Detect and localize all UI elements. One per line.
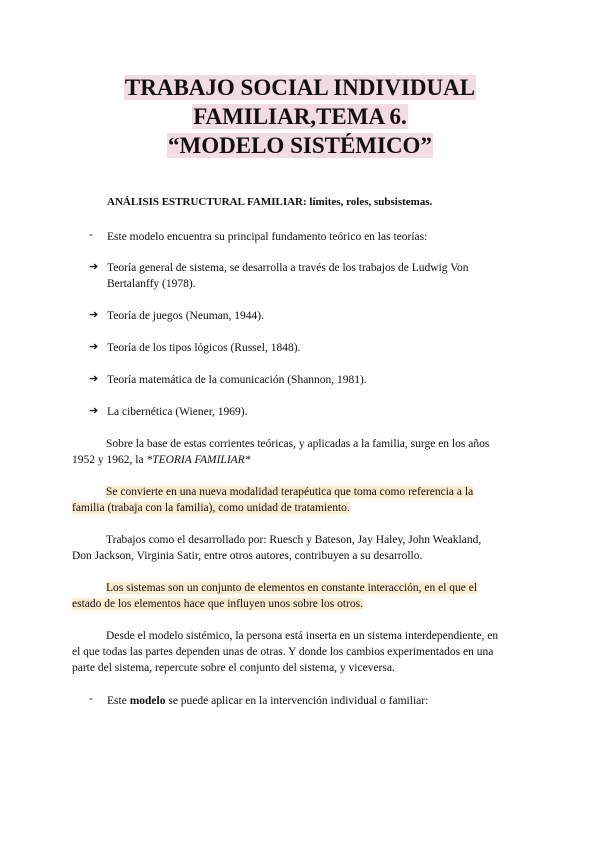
dash-item-modelo-post: se puede aplicar en la intervención individual o familiar: [165,695,429,707]
arrow-bullet-icon: ➔ [89,261,99,273]
title-line-1: TRABAJO SOCIAL INDIVIDUAL [124,75,476,100]
paragraph-4-line-1: Los sistemas son un conjunto de elementos en constante interacción, en el que el [106,582,478,594]
arrow-bullet-icon: ➔ [89,405,99,417]
paragraph-5-line-1: Desde el modelo sistémico, la persona está inserta en un sistema interdependiente, en [106,630,499,642]
dash-item-modelo [107,693,428,709]
paragraph-teoria-familiar [72,436,520,468]
paragraph-5-line-2: el que todas las partes dependen unas de otras. Y donde los cambios experimentados en una [72,646,494,658]
page-title [0,73,600,160]
arrow-bullet-icon: ➔ [89,309,99,321]
paragraph-1-line-1: Sobre la base de estas corrientes teóricas, y aplicadas a la familia, surge en los años [106,438,490,450]
paragraph-4-line-2: estado de los elementos hace que influyen unos sobre los otros. [72,598,363,610]
paragraph-3-line-2: Don Jackson, Virginia Satir, entre otros autores, contribuyen a su desarrollo. [72,550,423,562]
paragraph-5-line-3: parte del sistema, repercute sobre el conjunto del sistema, y viceversa. [72,662,395,674]
theory-item-1 [107,260,469,292]
dash-bullet: - [89,693,93,705]
paragraph-2-line-2: familia (trabaja con la familia), como unidad de tratamiento. [72,502,350,514]
theory-item-3: Teoría de los tipos lógicos (Russel, 1848). [107,342,301,354]
theory-item-2: Teoría de juegos (Neuman, 1944). [107,310,264,322]
paragraph-2-line-1: Se convierte en una nueva modalidad terapéutica que toma como referencia a la [106,486,474,498]
paragraph-sistemas [72,580,520,612]
theory-item-1-line-2: Bertalanffy (1978). [107,278,196,290]
paragraph-trabajos [72,532,520,564]
arrow-bullet-icon: ➔ [89,341,99,353]
theory-item-4: Teoría matemática de la comunicación (Shannon, 1981). [107,374,367,386]
section-subtitle: ANÁLISIS ESTRUCTURAL FAMILIAR: límites, roles, subsistemas. [107,196,433,208]
paragraph-modelo-sistemico [72,628,520,676]
modelo-bold: modelo [129,695,166,707]
dash-bullet: - [89,229,93,241]
teoria-familiar-emphasis: *TEORIA FAMILIAR* [146,454,251,466]
paragraph-modalidad-terapeutica [72,484,520,516]
arrow-bullet-icon: ➔ [89,373,99,385]
title-line-2: FAMILIAR,TEMA 6. [193,104,407,129]
title-line-3: “MODELO SISTÉMICO” [168,133,432,158]
theory-item-5: La cibernética (Wiener, 1969). [107,406,248,418]
dash-item-theories-intro: Este modelo encuentra su principal fundamento teórico en las teorías: [107,231,428,243]
paragraph-3-line-1: Trabajos como el desarrollado por: Ruesch y Bateson, Jay Haley, John Weakland, [106,534,482,546]
dash-item-modelo-pre: Este [107,695,130,707]
paragraph-1-line-2: 1952 y 1962, la [72,454,147,466]
theory-item-1-line-1: Teoría general de sistema, se desarrolla a través de los trabajos de Ludwig Von [107,262,469,274]
